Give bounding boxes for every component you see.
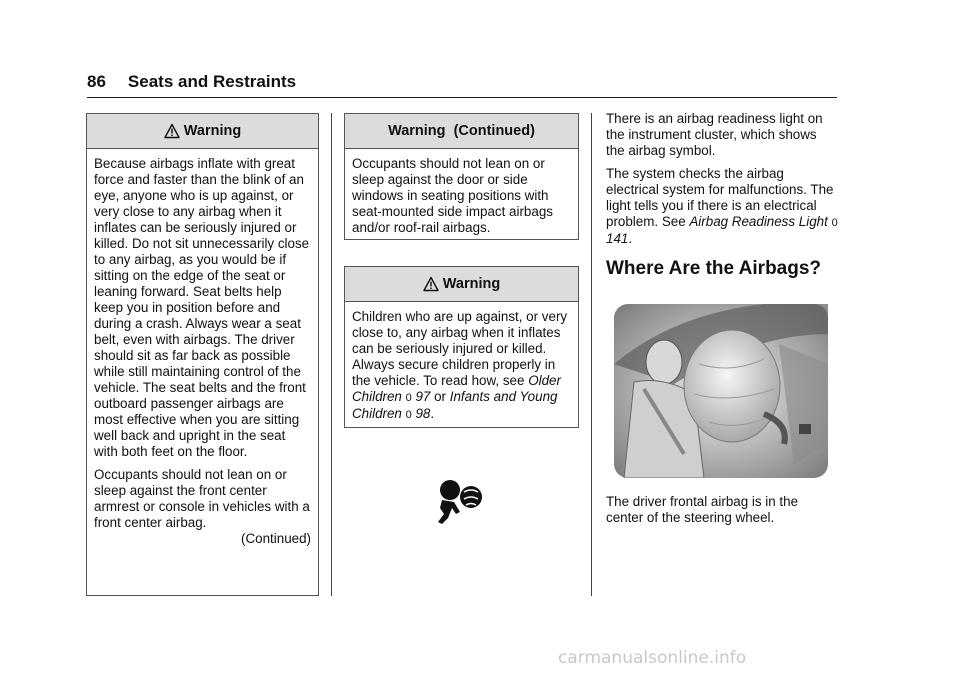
xref-symbol: 0: [831, 217, 838, 229]
readiness-light-paragraph: There is an airbag readiness light on the instrument cluster, which shows the airbag symbol.: [606, 111, 823, 158]
warning-box-2-header: [345, 114, 578, 149]
section-heading: Where Are the Airbags?: [606, 258, 822, 279]
warning-triangle-icon: [423, 276, 439, 292]
page-ref-98[interactable]: 98: [415, 406, 431, 421]
or-text: or: [430, 389, 447, 404]
system-check-text: The system checks the airbag electrical system for malfunctions. The light tells you if there is an electrical problem. See: [606, 166, 834, 229]
warning-box-1-body: [87, 149, 318, 553]
warning-box-1-header: [87, 114, 318, 149]
driver-airbag-illustration: [614, 304, 828, 478]
page-header: [87, 72, 296, 92]
system-check-paragraph: [606, 166, 838, 247]
column-divider-1: [331, 113, 332, 596]
header-rule: [87, 97, 837, 98]
continued-label: (Continued): [241, 531, 311, 546]
xref-symbol: 0: [405, 409, 412, 421]
page-number: 86: [87, 72, 106, 91]
period: .: [628, 231, 633, 246]
warning-box-2-title: Warning (Continued): [388, 123, 535, 139]
warning-triangle-icon: [164, 123, 180, 139]
warning-2-paragraph: Occupants should not lean on or sleep against the door or side windows in seating positions with seat-mounted side impact airbags and/or roof-rail airbags.: [352, 156, 553, 235]
warning-1-paragraph-1: Because airbags inflate with great force and faster than the blink of an eye, anyone who is up against, or very close to any airbag when it inflates can be seriously injured or killed. Do not sit unnecessarily close to any airbag, as you would be if sitting on the edge of the seat or leaning forward. Seat belts help keep you in position before and during a crash. Always wear a seat belt, even with airbags. The driver should sit as far back as possible while still maintaining control of the vehicle. The seat belts and the front outboard passenger airbags are most effective when you are sitting well back and upright in the seat with both feet on the floor.: [94, 156, 310, 459]
warning-3-text: Children who are up against, or very close to, any airbag when it inflates can be seriously injured or killed. Always secure children properly in the vehicle. To read how, see: [352, 309, 568, 388]
column-3-text: [606, 111, 838, 254]
page-ref-141[interactable]: 141: [606, 231, 629, 246]
link-older-children[interactable]: Older Children: [352, 373, 561, 404]
column-divider-2: [591, 113, 592, 596]
caption: The driver frontal airbag is in the center of the steering wheel.: [606, 494, 799, 525]
warning-box-3-title: Warning: [442, 276, 501, 292]
warning-box-2: [344, 113, 579, 240]
page-ref-97[interactable]: 97: [415, 389, 431, 404]
warning-box-2-body: [345, 149, 578, 249]
period: .: [430, 406, 435, 421]
warning-box-1: [86, 113, 319, 596]
xref-symbol: 0: [405, 392, 412, 404]
warning-1-paragraph-2: Occupants should not lean on or sleep against the front center armrest or console in vehicles with a front center airbag.: [94, 467, 310, 530]
warning-box-3-body: [345, 302, 578, 436]
link-airbag-readiness-light[interactable]: Airbag Readiness Light: [689, 214, 828, 229]
warning-box-1-title: Warning: [183, 123, 242, 139]
warning-box-3-header: [345, 267, 578, 302]
warning-box-3: [344, 266, 579, 428]
warning-3-paragraph: [352, 309, 571, 423]
link-infants-young-children[interactable]: Infants and Young Children: [352, 389, 558, 421]
section-title: Seats and Restraints: [127, 72, 297, 91]
airbag-readiness-icon: [436, 478, 490, 526]
footer-watermark[interactable]: carmanualsonline.info: [558, 648, 747, 668]
